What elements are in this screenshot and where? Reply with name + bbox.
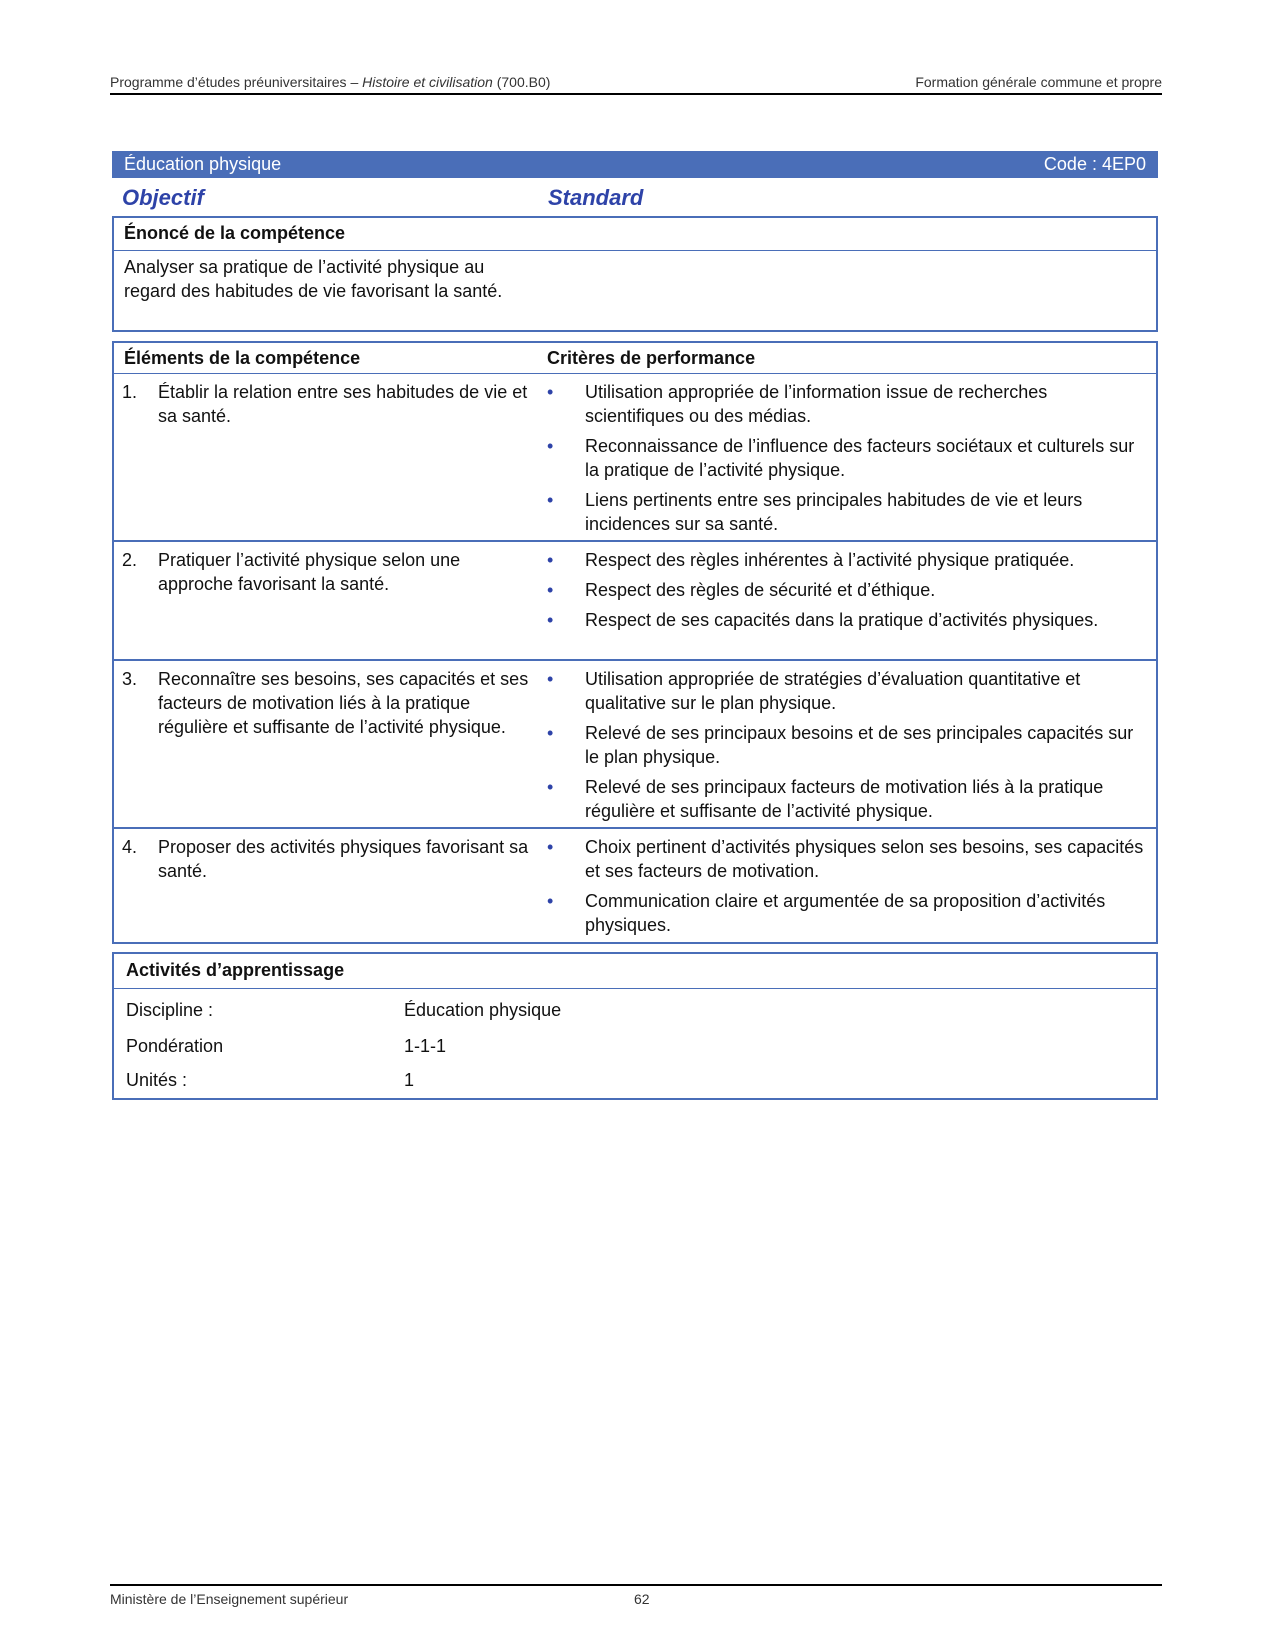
header-program: Programme d’études préuniversitaires – Histoire et civilisation (700.B0)	[110, 74, 551, 90]
course-name: Éducation physique	[124, 154, 282, 174]
bullet-icon: •	[547, 436, 554, 456]
criterion-item: • Choix pertinent d’activités physiques selon ses besoins, ses capacités et ses facteurs de motivation.	[547, 837, 1144, 881]
criteria-list	[547, 380, 1147, 542]
ponderation-line	[126, 1036, 447, 1057]
criterion-item: • Respect des règles de sécurité et d’éthique.	[547, 580, 936, 600]
table-row	[114, 542, 1156, 661]
discipline-value: Éducation physique	[404, 1000, 562, 1020]
criterion-item: • Respect de ses capacités dans la pratique d’activités physiques.	[547, 610, 1099, 630]
competence-statement-box	[112, 216, 1158, 332]
criteria-list	[547, 667, 1147, 829]
competence-statement-heading: Énoncé de la compétence	[114, 218, 1156, 251]
bullet-icon: •	[547, 837, 554, 857]
bullet-icon: •	[547, 891, 554, 911]
element-number: 2.	[122, 550, 138, 570]
ponderation-value: 1-1-1	[404, 1036, 447, 1056]
element-number: 4.	[122, 837, 138, 857]
bullet-icon: •	[547, 550, 554, 570]
table-row	[114, 374, 1156, 542]
criterion-item: • Liens pertinents entre ses principales habitudes de vie et leurs incidences sur sa santé.	[547, 490, 1083, 534]
criteria-list	[547, 548, 1147, 638]
criterion-item: • Reconnaissance de l’influence des facteurs sociétaux et culturels sur la pratique de l’activité physique.	[547, 436, 1135, 480]
competence-statement-text: Analyser sa pratique de l’activité physique au regard des habitudes de vie favorisant la santé.	[124, 257, 503, 301]
bullet-icon: •	[547, 382, 554, 402]
ponderation-label: Pondération	[126, 1036, 224, 1056]
element-text: Proposer des activités physiques favorisant sa santé.	[158, 837, 529, 881]
criterion-item: • Respect des règles inhérentes à l’activité physique pratiquée.	[547, 550, 1075, 570]
page-footer	[110, 1584, 1162, 1607]
criterion-item: • Communication claire et argumentée de sa proposition d’activités physiques.	[547, 891, 1106, 935]
learning-activities-box	[112, 952, 1158, 1100]
bullet-icon: •	[547, 610, 554, 630]
bullet-icon: •	[547, 777, 554, 797]
objective-standard-header	[112, 180, 1158, 214]
criterion-item: • Utilisation appropriée de stratégies d’évaluation quantitative et qualitative sur le plan physique.	[547, 669, 1081, 713]
elements-heading: Éléments de la compétence	[124, 348, 361, 368]
bullet-icon: •	[547, 490, 554, 510]
element-number: 3.	[122, 669, 138, 689]
competence-elements-table	[112, 341, 1158, 944]
course-code: Code : 4EP0	[1043, 154, 1146, 174]
standard-label: Standard	[548, 185, 644, 210]
elements-table-header	[114, 343, 1156, 374]
criteria-heading: Critères de performance	[547, 348, 756, 368]
discipline-label: Discipline :	[126, 1000, 214, 1020]
objective-label: Objectif	[122, 185, 204, 210]
footer-ministry: Ministère de l’Enseignement supérieur	[110, 1591, 349, 1607]
bullet-icon: •	[547, 723, 554, 743]
element-text: Reconnaître ses besoins, ses capacités et ses facteurs de motivation liés à la pratique régulière et suffisante de l’activité physique.	[158, 669, 529, 737]
page-header	[110, 74, 1162, 95]
discipline-line	[126, 1000, 562, 1021]
criterion-item: • Relevé de ses principaux facteurs de motivation liés à la pratique régulière et suffisante de l’activité physique.	[547, 777, 1104, 821]
course-title-bar	[112, 151, 1158, 178]
element-text: Pratiquer l’activité physique selon une approche favorisant la santé.	[158, 550, 461, 594]
table-row	[114, 829, 1156, 942]
unites-line	[126, 1070, 415, 1091]
table-row	[114, 661, 1156, 829]
criterion-item: • Relevé de ses principaux besoins et de ses principales capacités sur le plan physique.	[547, 723, 1134, 767]
element-number: 1.	[122, 382, 138, 402]
unites-value: 1	[404, 1070, 415, 1090]
page-number: 62	[634, 1591, 650, 1607]
criteria-list	[547, 835, 1147, 943]
bullet-icon: •	[547, 669, 554, 689]
element-text: Établir la relation entre ses habitudes de vie et sa santé.	[158, 382, 528, 426]
header-formation: Formation générale commune et propre	[915, 74, 1162, 90]
unites-label: Unités :	[126, 1070, 188, 1090]
learning-activities-heading: Activités d’apprentissage	[114, 954, 1156, 989]
bullet-icon: •	[547, 580, 554, 600]
criterion-item: • Utilisation appropriée de l’information issue de recherches scientifiques ou des médias.	[547, 382, 1048, 426]
